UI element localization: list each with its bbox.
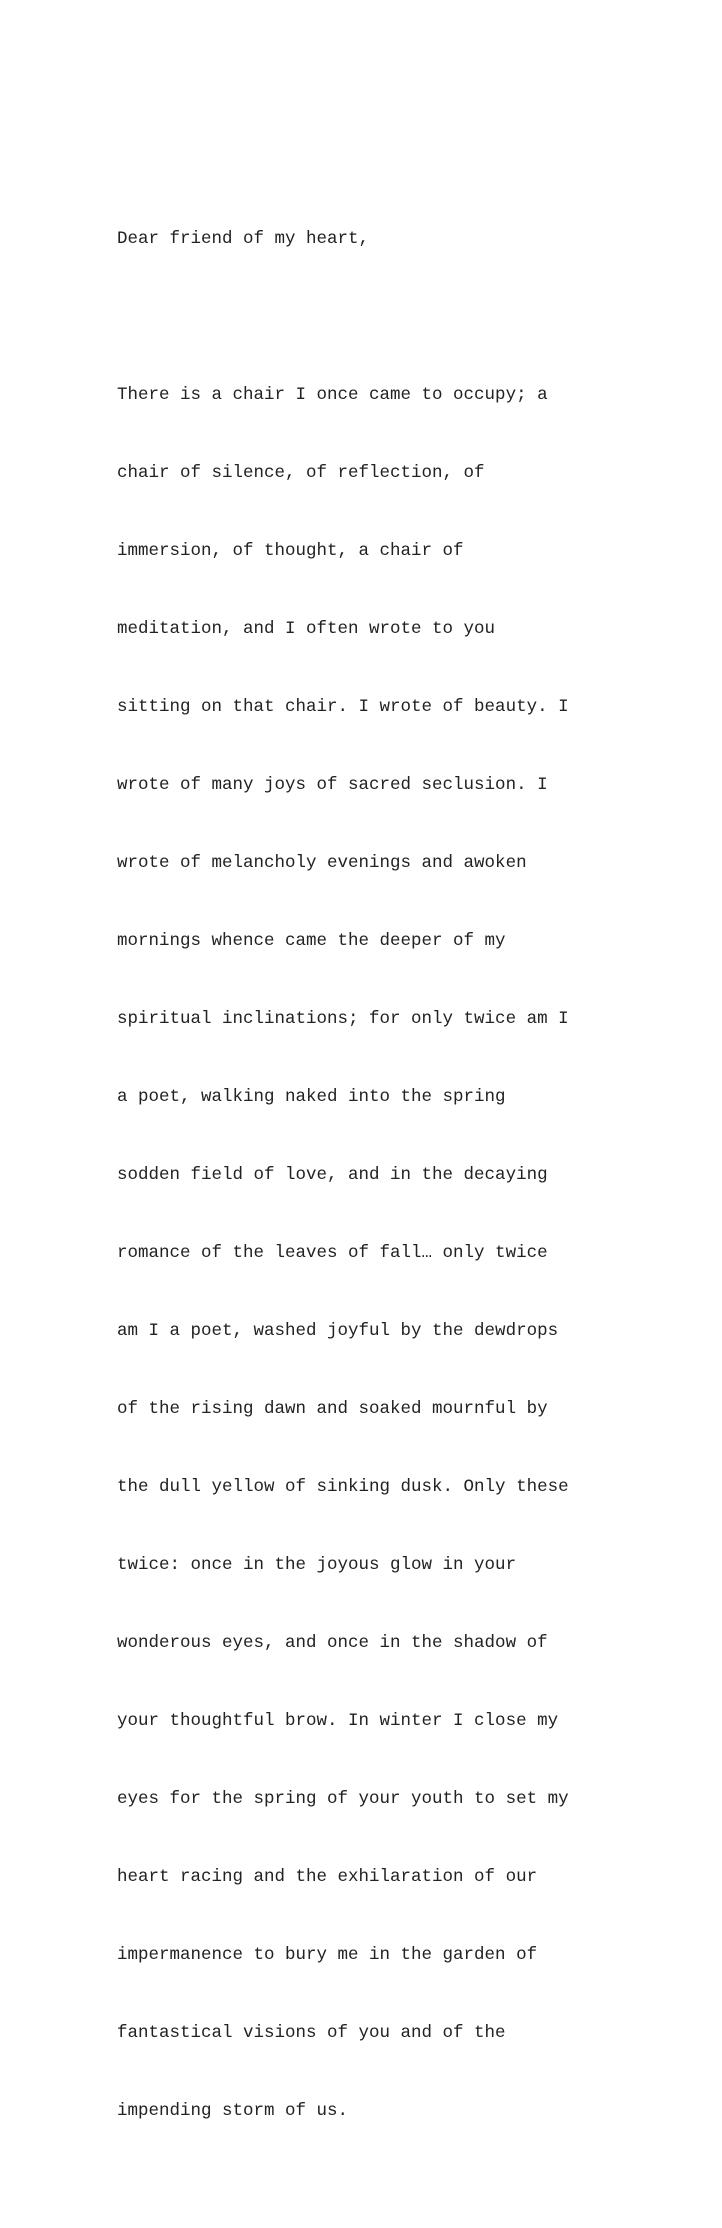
letter-line: chair of silence, of reflection, of [117,463,485,483]
letter-line: wonderous eyes, and once in the shadow of [117,1633,548,1653]
letter-line: romance of the leaves of fall… only twice [117,1243,548,1263]
letter-line: fantastical visions of you and of the [117,2023,506,2043]
letter-line: the dull yellow of sinking dusk. Only these [117,1477,569,1497]
letter-line: wrote of many joys of sacred seclusion. I [117,775,548,795]
letter-line: sodden field of love, and in the decaying [117,1165,548,1185]
letter-line: spiritual inclinations; for only twice am I [117,1009,569,1029]
letter-line: eyes for the spring of your youth to set my [117,1789,569,1809]
letter-text [117,174,617,2228]
letter-line: meditation, and I often wrote to you [117,619,496,639]
letter-line: mornings whence came the deeper of my [117,931,506,951]
letter-line: your thoughtful brow. In winter I close my [117,1711,559,1731]
letter-line: impending storm of us. [117,2101,349,2121]
letter-line: There is a chair I once came to occupy; a [117,385,548,405]
letter-body [117,330,617,2176]
letter-line: twice: once in the joyous glow in your [117,1555,517,1575]
letter-line: immersion, of thought, a chair of [117,541,464,561]
letter-line: of the rising dawn and soaked mournful by [117,1399,548,1419]
letter-line: wrote of melancholy evenings and awoken [117,853,527,873]
letter-line: heart racing and the exhilaration of our [117,1867,538,1887]
letter-line: a poet, walking naked into the spring [117,1087,506,1107]
letter-salutation: Dear friend of my heart, [117,229,370,249]
letter-line: am I a poet, washed joyful by the dewdrops [117,1321,559,1341]
letter-line: impermanence to bury me in the garden of [117,1945,538,1965]
letter-line: sitting on that chair. I wrote of beauty. I [117,697,569,717]
